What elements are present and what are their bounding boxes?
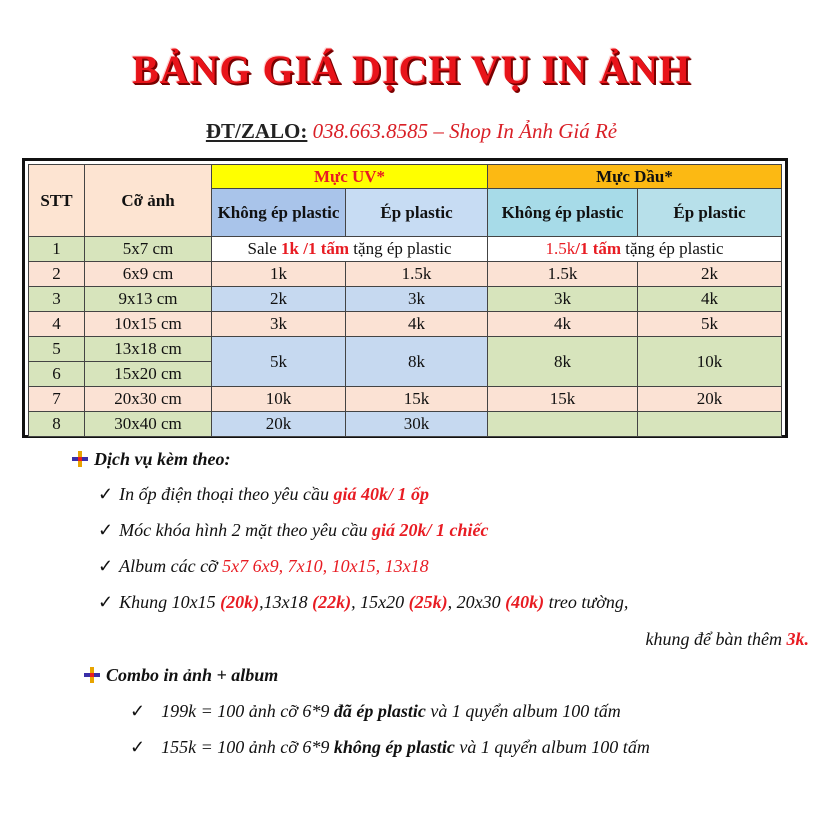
cell-price: 15k	[488, 387, 638, 412]
cell-stt: 2	[29, 262, 85, 287]
cell-price: 5k	[212, 337, 346, 387]
check-icon: ✓	[130, 737, 146, 757]
cell-price: 20k	[212, 412, 346, 437]
cell-size: 6x9 cm	[85, 262, 212, 287]
frame-text: treo tường,	[544, 592, 629, 612]
cell-price: 3k	[346, 287, 488, 312]
frame-price: (22k)	[312, 592, 352, 612]
table-row	[29, 237, 782, 262]
cell-price: 2k	[638, 262, 782, 287]
cell-oil-promo	[488, 237, 782, 262]
promo-unit: /1 tấm	[575, 239, 622, 258]
cell-size: 9x13 cm	[85, 287, 212, 312]
frame-price: (25k)	[408, 592, 448, 612]
service-item-frame	[98, 592, 628, 613]
check-icon: ✓	[98, 556, 114, 576]
combo-text: 155k = 100 ảnh cỡ 6*9	[161, 737, 334, 757]
frame-text: khung để bàn thêm	[645, 629, 787, 649]
contact-line	[0, 119, 823, 144]
service-price: giá 40k/ 1 ốp	[333, 484, 430, 504]
services-heading	[72, 449, 231, 470]
service-sizes: 5x7 6x9, 7x10, 10x15, 13x18	[222, 556, 429, 576]
frame-text: ,13x18	[259, 592, 313, 612]
cell-uv-promo	[212, 237, 488, 262]
combo-highlight: không ép plastic	[333, 737, 455, 757]
cell-price: 4k	[488, 312, 638, 337]
promo-text: Sale	[247, 239, 282, 258]
check-icon: ✓	[98, 592, 114, 612]
combo-item	[130, 737, 650, 758]
cell-price: 1k	[212, 262, 346, 287]
cell-price	[488, 412, 638, 437]
bullet-icon	[72, 451, 88, 467]
promo-text: tặng ép plastic	[621, 239, 724, 258]
service-text: In ốp điện thoại theo yêu cầu	[119, 484, 334, 504]
promo-price: 1k /1 tấm	[281, 239, 350, 258]
table-row	[29, 312, 782, 337]
table-row	[29, 337, 782, 362]
bullet-icon	[84, 667, 100, 683]
combo-heading-text: Combo in ảnh + album	[106, 665, 279, 685]
cell-stt: 8	[29, 412, 85, 437]
cell-price: 8k	[488, 337, 638, 387]
promo-text: tặng ép plastic	[349, 239, 452, 258]
cell-price: 4k	[346, 312, 488, 337]
service-price: giá 20k/ 1 chiếc	[372, 520, 489, 540]
cell-price: 15k	[346, 387, 488, 412]
combo-highlight: đã ép plastic	[333, 701, 426, 721]
page-title: BẢNG GIÁ DỊCH VỤ IN ẢNH	[132, 47, 691, 92]
price-table	[22, 158, 788, 438]
cell-price: 20k	[638, 387, 782, 412]
cell-price: 2k	[212, 287, 346, 312]
cell-stt: 1	[29, 237, 85, 262]
header-stt: STT	[29, 165, 85, 237]
service-item	[98, 484, 429, 505]
table-row	[29, 387, 782, 412]
combo-text: và 1 quyển album 100 tấm	[425, 701, 621, 721]
cell-price: 30k	[346, 412, 488, 437]
service-item	[98, 556, 429, 577]
header-size: Cỡ ảnh	[85, 165, 212, 237]
cell-price: 5k	[638, 312, 782, 337]
cell-price: 1.5k	[346, 262, 488, 287]
frame-text: , 15x20	[351, 592, 409, 612]
header-oil-plastic: Ép plastic	[638, 189, 782, 237]
cell-stt: 5	[29, 337, 85, 362]
combo-heading	[84, 665, 278, 686]
cell-price: 1.5k	[488, 262, 638, 287]
header-uv-ink: Mực UV*	[212, 165, 488, 189]
cell-price: 10k	[212, 387, 346, 412]
table-row	[29, 412, 782, 437]
frame-text: , 20x30	[447, 592, 506, 612]
service-text: Album các cỡ	[119, 556, 223, 576]
contact-label: ĐT/ZALO:	[205, 119, 308, 143]
combo-text: 199k = 100 ảnh cỡ 6*9	[161, 701, 334, 721]
combo-item	[130, 701, 621, 722]
cell-size: 13x18 cm	[85, 337, 212, 362]
cell-stt: 4	[29, 312, 85, 337]
combo-text: và 1 quyển album 100 tấm	[454, 737, 650, 757]
services-heading-text: Dịch vụ kèm theo:	[94, 449, 231, 469]
contact-value: 038.663.8585 – Shop In Ảnh Giá Rẻ	[307, 119, 618, 143]
service-item	[98, 520, 489, 541]
frame-text: Khung 10x15	[119, 592, 221, 612]
cell-size: 10x15 cm	[85, 312, 212, 337]
header-oil-ink: Mực Dầu*	[488, 165, 782, 189]
cell-size: 5x7 cm	[85, 237, 212, 262]
header-uv-plastic: Ép plastic	[346, 189, 488, 237]
promo-price: 1.5k	[545, 239, 576, 258]
check-icon: ✓	[98, 484, 114, 504]
cell-price: 3k	[488, 287, 638, 312]
cell-size: 15x20 cm	[85, 362, 212, 387]
cell-stt: 7	[29, 387, 85, 412]
frame-price: (40k)	[505, 592, 545, 612]
frame-price: 3k.	[786, 629, 809, 649]
table-row	[29, 287, 782, 312]
cell-price: 8k	[346, 337, 488, 387]
service-text: Móc khóa hình 2 mặt theo yêu cầu	[119, 520, 373, 540]
cell-price	[638, 412, 782, 437]
check-icon: ✓	[98, 520, 114, 540]
cell-size: 30x40 cm	[85, 412, 212, 437]
cell-price: 4k	[638, 287, 782, 312]
cell-stt: 3	[29, 287, 85, 312]
cell-stt: 6	[29, 362, 85, 387]
cell-price: 10k	[638, 337, 782, 387]
service-item-frame-2	[646, 629, 809, 650]
header-uv-no-plastic: Không ép plastic	[212, 189, 346, 237]
header-oil-no-plastic: Không ép plastic	[488, 189, 638, 237]
cell-size: 20x30 cm	[85, 387, 212, 412]
table-row	[29, 262, 782, 287]
check-icon: ✓	[130, 701, 146, 721]
frame-price: (20k)	[220, 592, 260, 612]
cell-price: 3k	[212, 312, 346, 337]
